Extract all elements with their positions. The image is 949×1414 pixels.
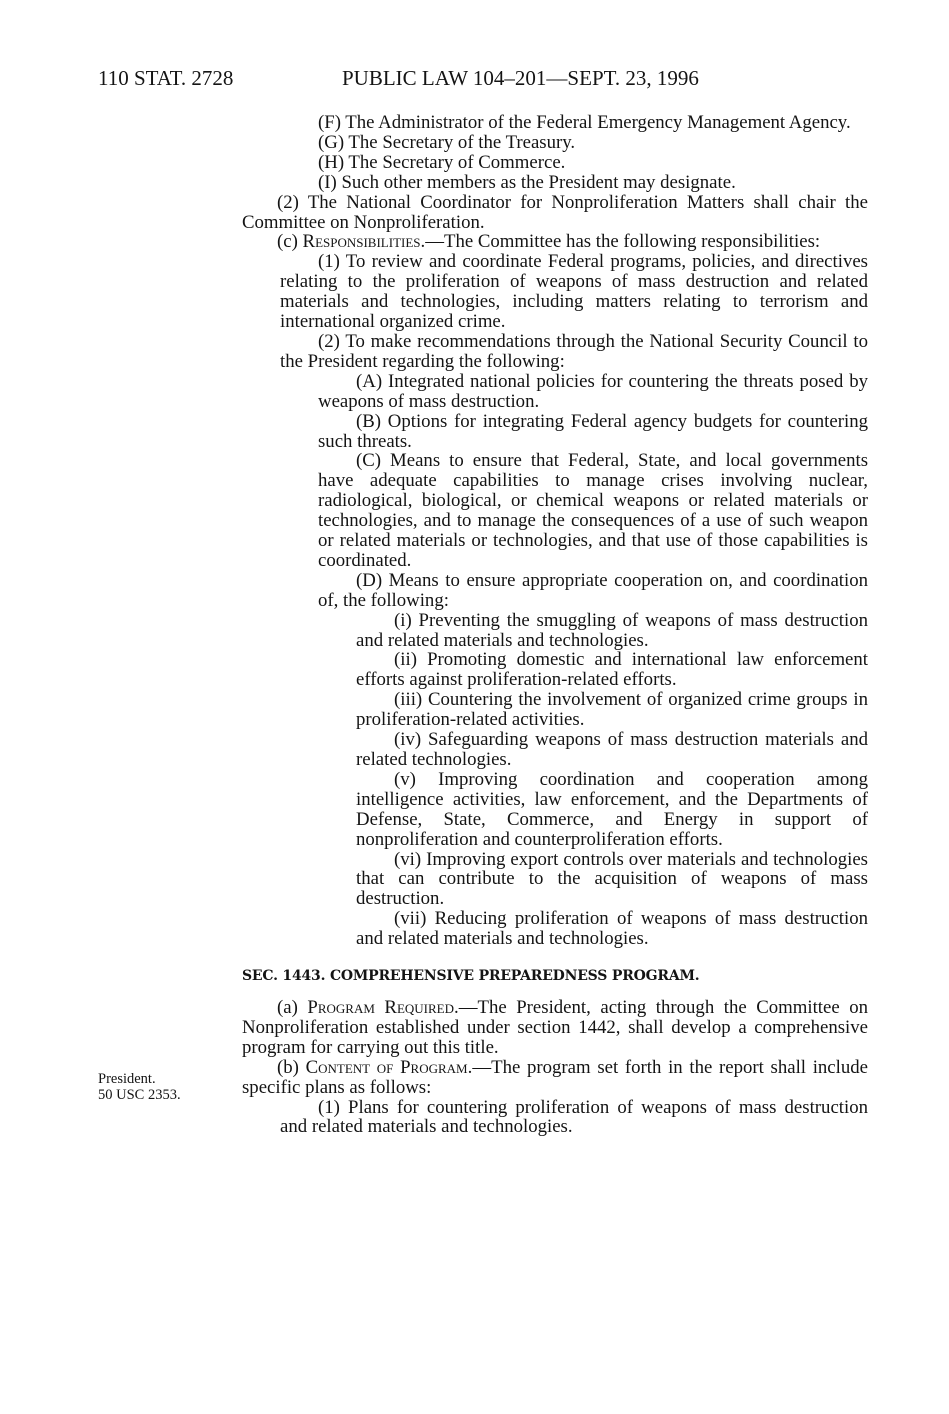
subsection-c (242, 232, 868, 252)
paragraph-F: (F) The Administrator of the Federal Emergency Management Agency. (318, 112, 851, 133)
page-reference: 110 STAT. 2728 (98, 66, 234, 90)
section-heading: SEC. 1443. COMPREHENSIVE PREPAREDNESS PROGRAM. (242, 968, 700, 985)
paragraph-c2: (2) To make recommendations through the National Security Council to the President regarding the following: (280, 330, 868, 372)
subsection-c-heading: Responsibilities. (302, 231, 426, 253)
paragraph-2: (2) The National Coordinator for Nonproliferation Matters shall chair the Committee on Nonproliferation. (242, 191, 868, 233)
subsection-a-heading: Program Required. (307, 996, 459, 1018)
subsection-b (242, 1058, 868, 1098)
paragraph-A: (A) Integrated national policies for countering the threats posed by weapons of mass destruction. (318, 370, 868, 412)
clause-iii: (iii) Countering the involvement of organized crime groups in proliferation-related activities. (356, 689, 868, 731)
subsection-b-number: (b) (277, 1056, 306, 1078)
clause-iv: (iv) Safeguarding weapons of mass destruction materials and related technologies. (356, 729, 868, 770)
subsection-c-text: —The Committee has the following responsibilities: (425, 231, 821, 253)
subsection-a-number: (a) (277, 996, 308, 1018)
paragraph-B: (B) Options for integrating Federal agency budgets for countering such threats. (318, 410, 868, 452)
paragraph-c1: (1) To review and coordinate Federal programs, policies, and directives relating to the proliferation of weapons of mass destruction and related materials and technologies, including matters relating to terrorism and international organized crime. (280, 251, 868, 333)
running-header (98, 66, 869, 92)
subsection-a (242, 998, 868, 1058)
clause-vi: (vi) Improving export controls over materials and technologies that can contribute to the acquisition of weapons of mass destruction. (356, 848, 868, 910)
margin-note-president: President. (98, 1071, 156, 1087)
subsection-b-text: —The program set forth in the report shall include specific plans as follows: (242, 1056, 868, 1098)
clause-i: (i) Preventing the smuggling of weapons of mass destruction and related materials and technologies. (356, 609, 868, 651)
document-body (242, 113, 868, 1137)
paragraph-D: (D) Means to ensure appropriate cooperation on, and coordination of, the following: (318, 569, 868, 611)
margin-note-usc: 50 USC 2353. (98, 1087, 181, 1103)
paragraph-I: (I) Such other members as the President may designate. (318, 171, 736, 193)
paragraph-C: (C) Means to ensure that Federal, State, and local governments have adequate capabilities to manage crises involving nuclear, radiological, biological, or chemical weapons or related materials or technologies, and to manage the consequences of a use of such weapon or related materials or technologies, and that use of those capabilities is coordinated. (318, 450, 868, 571)
paragraph-G: (G) The Secretary of the Treasury. (318, 131, 576, 153)
subsection-b-heading: Content of Program. (305, 1056, 473, 1078)
subsection-c-number: (c) (277, 231, 303, 253)
margin-note (98, 1071, 181, 1103)
paragraph-b1: (1) Plans for countering proliferation of weapons of mass destruction and related materials and technologies. (280, 1096, 868, 1138)
clause-ii: (ii) Promoting domestic and international law enforcement efforts against proliferation-related efforts. (356, 649, 868, 691)
header-title: PUBLIC LAW 104–201—SEPT. 23, 1996 (342, 66, 699, 90)
clause-vii: (vii) Reducing proliferation of weapons of mass destruction and related materials and technologies. (356, 908, 868, 950)
paragraph-H: (H) The Secretary of Commerce. (318, 151, 566, 173)
subsection-a-text: —The President, acting through the Committee on Nonproliferation established under section 1442, shall develop a comprehensive program for carrying out this title. (242, 996, 869, 1058)
clause-v: (v) Improving coordination and cooperation among intelligence activities, law enforcement, and the Departments of Defense, State, Commerce, and Energy in support of nonproliferation and counterproliferation efforts. (356, 768, 868, 850)
